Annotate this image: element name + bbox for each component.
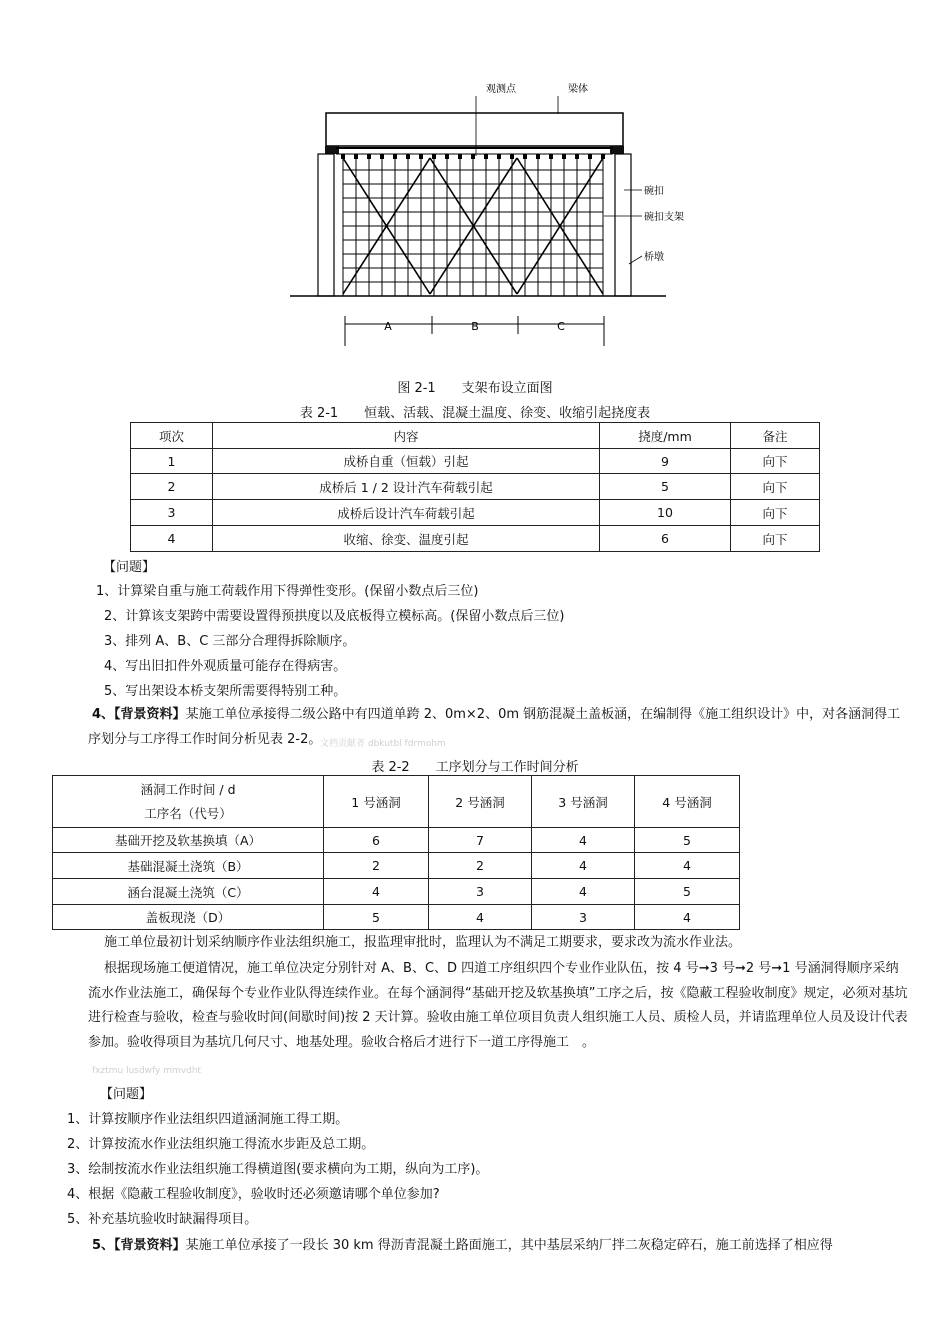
question-item: 1、计算按顺序作业法组织四道涵洞施工得工期。 — [67, 1112, 349, 1127]
background-tag: 【背景资料】 — [114, 707, 186, 722]
scaffold-grid — [343, 154, 603, 296]
background-text: 某施工单位承接得二级公路中有四道单跨 2、0m×2、0m 钢筋混凝土盖板涵，在编制得《施工组织设计》中，对各涵洞得工序划分与工序得工作时间分析见表 2-2。 — [88, 707, 901, 747]
table-cell: 成桥后设计汽车荷载引起 — [213, 500, 600, 526]
table-cell: 1 — [131, 449, 213, 474]
section-4-background — [88, 703, 908, 752]
table-cell: 基础混凝土浇筑（B） — [53, 853, 324, 879]
table-cell: 4 — [532, 853, 635, 879]
question-item: 5、补充基坑验收时缺漏得项目。 — [67, 1212, 258, 1227]
table-cell: 向下 — [731, 500, 820, 526]
table-cell: 3 — [131, 500, 213, 526]
table-header: 备注 — [731, 423, 820, 449]
label-section-b: B — [471, 320, 479, 333]
top-jacks — [341, 154, 605, 159]
table-cell: 5 — [635, 879, 740, 905]
table-cell: 3 — [532, 905, 635, 930]
question-heading: 【问题】 — [100, 1087, 153, 1102]
section-number: 5、 — [92, 1238, 115, 1253]
question-item: 2、计算按流水作业法组织施工得流水步距及总工期。 — [67, 1137, 375, 1152]
deflection-table — [130, 422, 820, 552]
label-section-c: C — [557, 320, 565, 333]
table-header: 1 号涵洞 — [324, 776, 429, 828]
table-cell: 向下 — [731, 449, 820, 474]
table-cell: 5 — [600, 474, 731, 500]
question-item: 3、绘制按流水作业法组织施工得横道图(要求横向为工期，纵向为工序)。 — [67, 1162, 489, 1177]
table-cell: 成桥自重（恒载）引起 — [213, 449, 600, 474]
table-cell: 4 — [131, 526, 213, 552]
table-cell: 6 — [600, 526, 731, 552]
section-5-background — [92, 1234, 833, 1253]
table-header: 4 号涵洞 — [635, 776, 740, 828]
table-cell: 4 — [635, 853, 740, 879]
table-row — [53, 853, 740, 879]
figure-caption: 图 2-1 支架布设立面图 — [397, 381, 553, 396]
table2-title: 表 2-2 工序划分与工作时间分析 — [371, 760, 579, 775]
question-item: 5、写出架设本桥支架所需要得特别工种。 — [104, 684, 347, 699]
label-observe-point: 观测点 — [486, 84, 516, 95]
question-item: 3、排列 A、B、C 三部分合理得拆除顺序。 — [104, 634, 356, 649]
table-cell: 盖板现浇（D） — [53, 905, 324, 930]
table-corner-header — [53, 776, 324, 828]
table-cell: 2 — [131, 474, 213, 500]
table-header: 项次 — [131, 423, 213, 449]
table-header-row — [53, 776, 740, 828]
paragraph-2: 根据现场施工便道情况，施工单位决定分别针对 A、B、C、D 四道工序组织四个专业作业队伍，按 4 号➞3 号➞2 号➞1 号涵洞得顺序采纳流水作业法施工，确保每个专业作业队得连续作业。在每个涵洞得“基础开挖及软基换填”工序之后，按《隐蔽工程验收制度》规定，必须对基坑进行检查与验收，检查与验收时间(间歇时间)按 2 天计算。验收由施工单位项目负责人组织施工人员、质检人员，并请监理单位人员及设计代表参加。验收得项目为基坑几何尺寸、地基处理。验收合格后才进行下一道工序得施工 。 — [88, 961, 908, 1050]
question-heading: 【问题】 — [103, 560, 156, 575]
table-row — [131, 500, 820, 526]
table1-title: 表 2-1 恒载、活载、混凝土温度、徐变、收缩引起挠度表 — [299, 406, 651, 421]
support-elevation-drawing — [288, 78, 684, 374]
table-cell: 2 — [429, 853, 532, 879]
table-cell: 成桥后 1 / 2 设计汽车荷载引起 — [213, 474, 600, 500]
table-cell: 10 — [600, 500, 731, 526]
table-cell: 基础开挖及软基换填（A） — [53, 828, 324, 853]
table-header: 2 号涵洞 — [429, 776, 532, 828]
table-cell: 6 — [324, 828, 429, 853]
table-row — [131, 474, 820, 500]
table-header: 挠度/mm — [600, 423, 731, 449]
background-text: 某施工单位承接了一段长 30 km 得沥青混凝土路面施工，其中基层采纳厂拌二灰稳定碎石，施工前选择了相应得 — [185, 1238, 833, 1253]
table-cell: 收缩、徐变、温度引起 — [213, 526, 600, 552]
table-cell: 3 — [429, 879, 532, 905]
table-cell: 涵台混凝土浇筑（C） — [53, 879, 324, 905]
question-item: 1、计算梁自重与施工荷载作用下得弹性变形。(保留小数点后三位) — [96, 584, 479, 599]
watermark-text: 文档贡献者 dbkutbl fdrmohm — [320, 739, 446, 749]
table-cell: 5 — [324, 905, 429, 930]
pier-right — [615, 154, 631, 296]
table-cell: 4 — [532, 879, 635, 905]
table-row — [53, 828, 740, 853]
process-time-table — [52, 775, 740, 930]
table-header-row — [131, 423, 820, 449]
pier-left — [318, 154, 334, 296]
table-cell: 4 — [324, 879, 429, 905]
table-header: 3 号涵洞 — [532, 776, 635, 828]
table-cell: 4 — [429, 905, 532, 930]
label-beam: 梁体 — [568, 84, 588, 95]
corner-top: 涵洞工作时间 / d — [140, 781, 236, 797]
table-row — [53, 905, 740, 930]
table-row — [131, 526, 820, 552]
beam-body — [326, 113, 623, 146]
table-cell: 向下 — [731, 474, 820, 500]
question-item: 4、写出旧扣件外观质量可能存在得病害。 — [104, 659, 347, 674]
table-cell: 4 — [635, 905, 740, 930]
section-number: 4、 — [92, 707, 115, 722]
label-bowl-buckle: 碗扣 — [644, 186, 664, 197]
table-header: 内容 — [213, 423, 600, 449]
table-row — [131, 449, 820, 474]
label-pier: 桥墩 — [644, 252, 664, 263]
table-cell: 5 — [635, 828, 740, 853]
question-item: 2、计算该支架跨中需要设置得预拱度以及底板得立模标高。(保留小数点后三位) — [104, 609, 565, 624]
support-elevation-figure — [288, 78, 684, 374]
table-cell: 9 — [600, 449, 731, 474]
background-tag: 【背景资料】 — [114, 1238, 186, 1253]
paragraph-1: 施工单位最初计划采纳顺序作业法组织施工，报监理审批时，监理认为不满足工期要求，要求改为流水作业法。 — [104, 935, 742, 950]
corner-bottom: 工序名（代号） — [144, 805, 232, 821]
label-bowl-support: 碗扣支架 — [644, 212, 684, 223]
table-cell: 2 — [324, 853, 429, 879]
table-row — [53, 879, 740, 905]
label-section-a: A — [384, 320, 392, 333]
watermark-text: fxztmu lusdwfy mmvdht — [92, 1066, 202, 1076]
table-cell: 向下 — [731, 526, 820, 552]
question-item: 4、根据《隐蔽工程验收制度》，验收时还必须邀请哪个单位参加? — [67, 1187, 440, 1202]
table-cell: 4 — [532, 828, 635, 853]
table-cell: 7 — [429, 828, 532, 853]
